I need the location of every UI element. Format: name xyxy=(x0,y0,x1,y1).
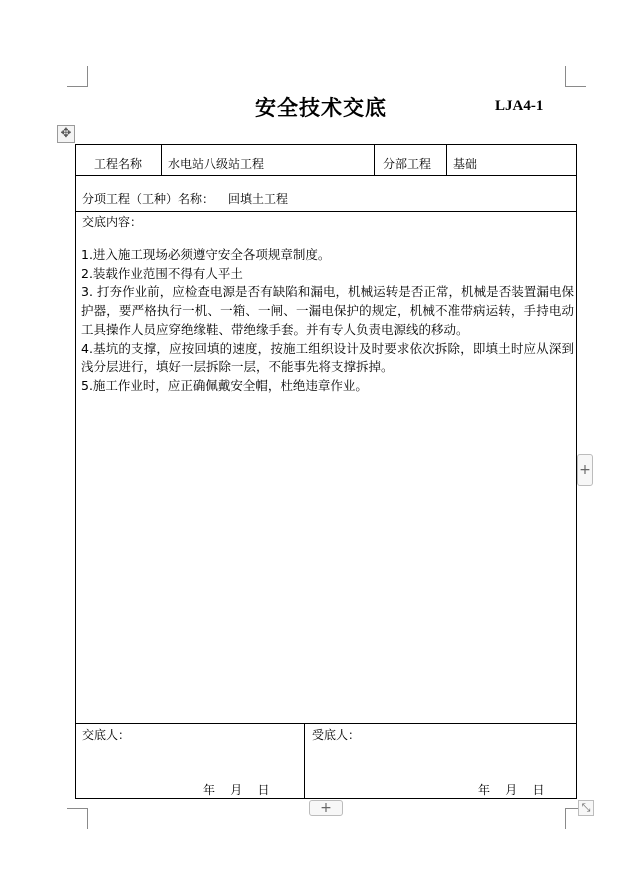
discloser-label: 交底人： xyxy=(82,728,131,742)
table-resize-icon[interactable]: ⤡ xyxy=(578,800,594,816)
page-corner-mark-top-right xyxy=(565,66,586,87)
disclosure-content[interactable] xyxy=(81,246,574,396)
discloser-date: 年 月 日 xyxy=(203,783,270,797)
table-rule xyxy=(446,145,447,175)
table-rule xyxy=(76,723,576,724)
receiver-label: 受底人： xyxy=(312,728,361,742)
table-rule xyxy=(76,175,576,176)
division-label: 分部工程 xyxy=(383,157,432,171)
add-column-icon[interactable]: + xyxy=(577,454,593,486)
content-item: 4.基坑的支撑，应按回填的速度，按施工组织设计及时要求依次拆除，即填土时应从深到浅分层进行，填好一层拆除一层，不能事先将支撑拆掉。 xyxy=(81,340,574,375)
content-item: 1.进入施工现场必须遵守安全各项规章制度。 xyxy=(81,247,331,262)
table-rule xyxy=(304,723,305,799)
project-name-label: 工程名称 xyxy=(94,157,143,171)
receiver-date: 年 月 日 xyxy=(478,783,545,797)
content-item: 3. 打夯作业前，应检查电源是否有缺陷和漏电，机械运转是否正常，机械是否装置漏电保护器，要严格执行一机、一箱、一闸、一漏电保护的规定，机械不准带病运转，手持电动工具操作人员应穿绝缘鞋、带绝缘手套。并有专人负责电源线的移动。 xyxy=(81,284,574,337)
disclosure-table xyxy=(75,144,577,799)
table-rule xyxy=(161,145,162,175)
content-item: 5.施工作业时，应正确佩戴安全帽，杜绝违章作业。 xyxy=(81,377,368,393)
subitem-label: 分项工程（工种）名称： xyxy=(82,192,215,206)
content-item: 2.装载作业范围不得有人平土 xyxy=(81,265,243,281)
table-rule xyxy=(76,211,576,212)
subitem-value[interactable]: 回填土工程 xyxy=(228,192,289,206)
content-label: 交底内容： xyxy=(82,215,143,229)
division-value[interactable]: 基础 xyxy=(453,157,478,171)
table-move-icon[interactable]: ✥ xyxy=(57,125,75,143)
project-name-value[interactable]: 水电站八级站工程 xyxy=(168,157,265,171)
add-row-icon[interactable]: + xyxy=(309,800,343,816)
page-corner-mark-top-left xyxy=(67,66,88,87)
document-title: 安全技术交底 xyxy=(255,95,387,120)
document-code: LJA4-1 xyxy=(495,98,544,114)
table-rule xyxy=(374,145,375,175)
page-corner-mark-bottom-left xyxy=(67,808,88,829)
